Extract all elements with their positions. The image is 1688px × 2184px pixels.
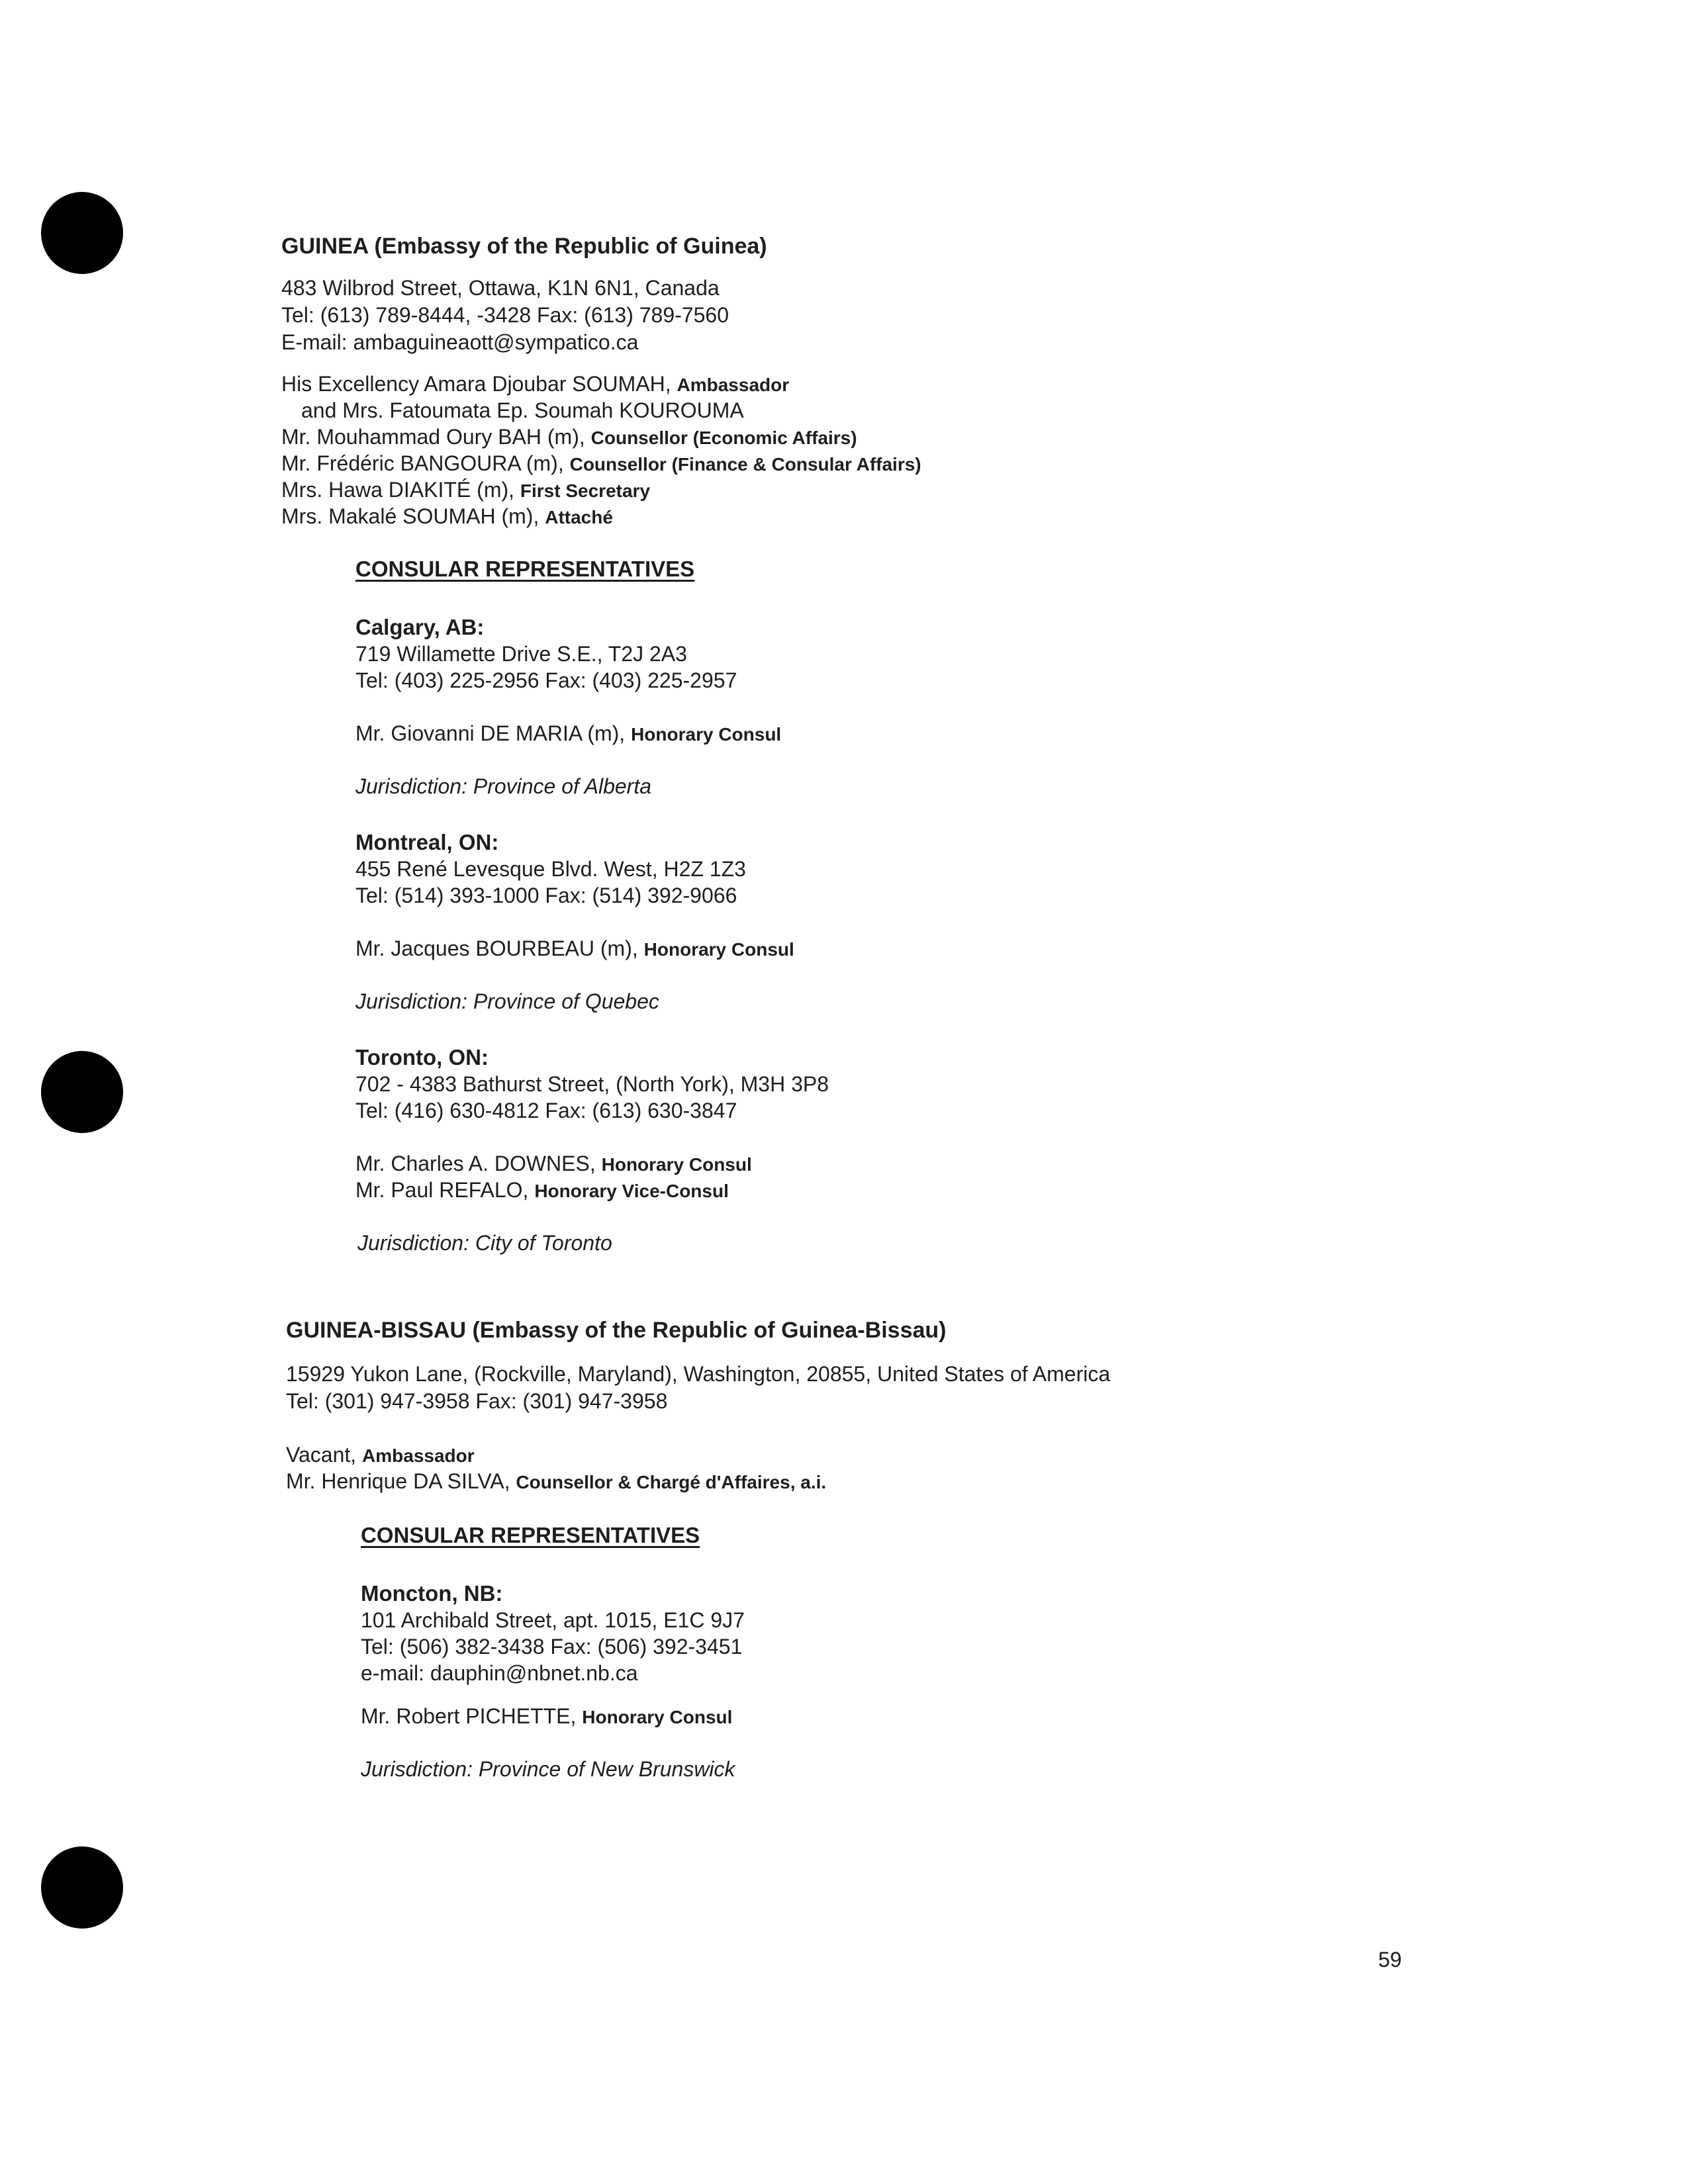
- guinea-consular-heading: CONSULAR REPRESENTATIVES: [355, 557, 695, 581]
- staff-name: and Mrs. Fatoumata Ep. Soumah KOUROUMA: [301, 398, 744, 422]
- person-name: Mr. Giovanni DE MARIA (m),: [355, 721, 632, 745]
- consulate-person: [355, 1177, 729, 1205]
- guinea-bissau-consular-heading: CONSULAR REPRESENTATIVES: [361, 1523, 700, 1547]
- consulate-city: Montreal, ON:: [355, 830, 499, 854]
- person-name: Mr. Charles A. DOWNES,: [355, 1152, 602, 1175]
- consulate-address: 702 - 4383 Bathurst Street, (North York), M3H 3P8: [355, 1072, 829, 1096]
- consulate-person: [355, 1150, 752, 1178]
- person-name: Mr. Jacques BOURBEAU (m),: [355, 936, 644, 960]
- person-name: Mr. Paul REFALO,: [355, 1178, 535, 1202]
- person-name: Mr. Robert PICHETTE,: [361, 1704, 583, 1728]
- staff-title: Counsellor & Chargé d'Affaires, a.i.: [516, 1472, 827, 1492]
- guinea-bissau-header: GUINEA-BISSAU (Embassy of the Republic of Guinea-Bissau): [286, 1318, 947, 1343]
- consulate-person: [355, 935, 794, 963]
- staff-name: His Excellency Amara Djoubar SOUMAH,: [281, 372, 677, 396]
- consulate-tel: Tel: (514) 393-1000 Fax: (514) 392-9066: [355, 884, 737, 907]
- binder-hole-top: [41, 192, 123, 274]
- page-number: 59: [1378, 1948, 1402, 1972]
- consulate-address: 101 Archibald Street, apt. 1015, E1C 9J7: [361, 1608, 745, 1632]
- guinea-staff-row: [281, 424, 857, 451]
- guinea-email: E-mail: ambaguineaott@sympatico.ca: [281, 330, 639, 354]
- staff-name: Mrs. Hawa DIAKITÉ (m),: [281, 478, 520, 502]
- consulate-city: Toronto, ON:: [355, 1045, 489, 1069]
- person-title: Honorary Consul: [582, 1707, 733, 1727]
- guinea-bissau-staff-row: [286, 1468, 826, 1496]
- consulate-email: e-mail: dauphin@nbnet.nb.ca: [361, 1661, 638, 1685]
- staff-title: Counsellor (Economic Affairs): [590, 428, 857, 448]
- staff-name: Mr. Henrique DA SILVA,: [286, 1469, 516, 1493]
- person-title: Honorary Vice-Consul: [534, 1181, 729, 1201]
- consulate-person: [361, 1703, 732, 1731]
- staff-name: Mr. Frédéric BANGOURA (m),: [281, 451, 570, 475]
- consulate-city: Moncton, NB:: [361, 1581, 503, 1606]
- guinea-header: GUINEA (Embassy of the Republic of Guinea): [281, 234, 767, 259]
- consulate-address: 455 René Levesque Blvd. West, H2Z 1Z3: [355, 857, 746, 881]
- binder-hole-middle: [41, 1051, 123, 1133]
- staff-title: Ambassador: [677, 375, 790, 395]
- guinea-staff-row: [281, 503, 613, 531]
- guinea-staff-row: [281, 477, 650, 504]
- consulate-tel: Tel: (403) 225-2956 Fax: (403) 225-2957: [355, 668, 737, 692]
- staff-name: Mr. Mouhammad Oury BAH (m),: [281, 425, 591, 449]
- binder-hole-bottom: [41, 1846, 123, 1929]
- consulate-jurisdiction: Jurisdiction: Province of Alberta: [355, 774, 652, 798]
- staff-title: First Secretary: [520, 480, 651, 501]
- staff-title: Counsellor (Finance & Consular Affairs): [569, 454, 921, 475]
- guinea-staff-row: [301, 397, 744, 425]
- guinea-address: 483 Wilbrod Street, Ottawa, K1N 6N1, Canada: [281, 276, 720, 300]
- guinea-bissau-tel: Tel: (301) 947-3958 Fax: (301) 947-3958: [286, 1389, 668, 1413]
- consulate-jurisdiction: Jurisdiction: Province of New Brunswick: [361, 1757, 735, 1781]
- guinea-bissau-address: 15929 Yukon Lane, (Rockville, Maryland), Washington, 20855, United States of America: [286, 1362, 1111, 1386]
- staff-title: Attaché: [545, 507, 613, 527]
- consulate-person: [355, 720, 781, 748]
- consulate-tel: Tel: (506) 382-3438 Fax: (506) 392-3451: [361, 1635, 743, 1659]
- consulate-tel: Tel: (416) 630-4812 Fax: (613) 630-3847: [355, 1099, 737, 1122]
- consulate-jurisdiction: Jurisdiction: City of Toronto: [357, 1231, 612, 1255]
- consulate-city: Calgary, AB:: [355, 615, 485, 639]
- guinea-bissau-staff-row: [286, 1441, 475, 1469]
- guinea-tel: Tel: (613) 789-8444, -3428 Fax: (613) 789-7560: [281, 303, 729, 327]
- person-title: Honorary Consul: [631, 724, 782, 745]
- staff-name: Mrs. Makalé SOUMAH (m),: [281, 504, 545, 528]
- consulate-address: 719 Willamette Drive S.E., T2J 2A3: [355, 642, 687, 666]
- guinea-staff-row: [281, 371, 789, 398]
- person-title: Honorary Consul: [601, 1154, 752, 1175]
- staff-title: Ambassador: [362, 1445, 475, 1466]
- staff-name: Vacant,: [286, 1443, 363, 1467]
- guinea-staff-row: [281, 450, 921, 478]
- person-title: Honorary Consul: [643, 939, 794, 960]
- consulate-jurisdiction: Jurisdiction: Province of Quebec: [355, 989, 659, 1013]
